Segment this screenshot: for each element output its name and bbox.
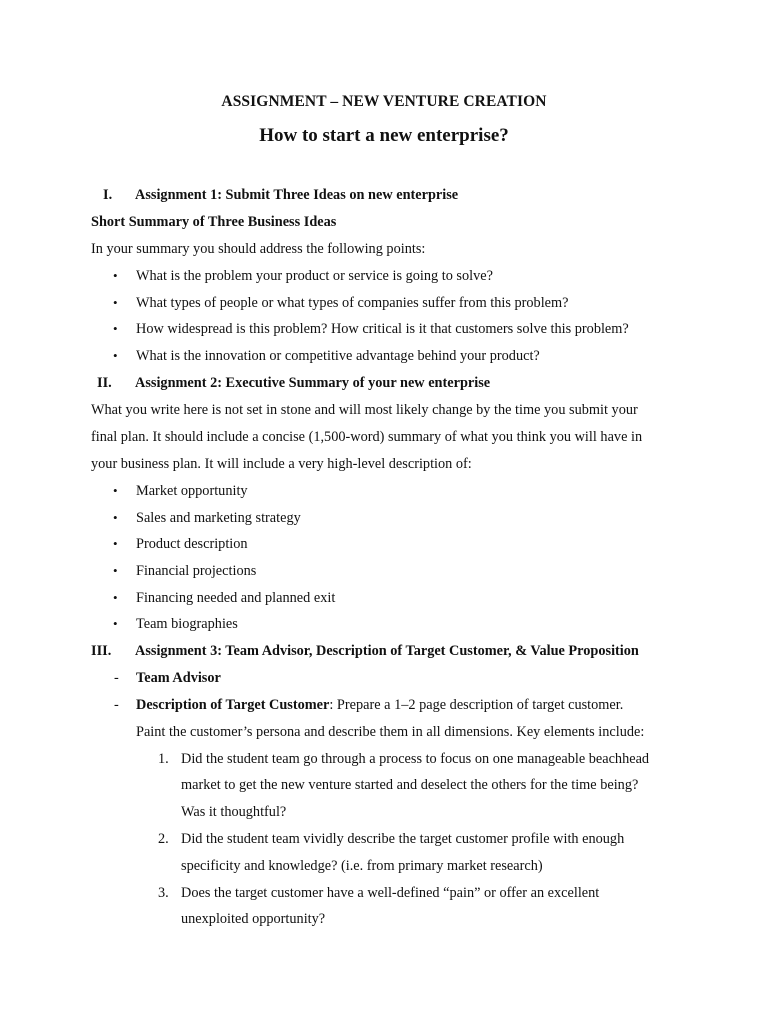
section-2-numeral: II.	[97, 375, 112, 391]
numbered-item-line: specificity and knowledge? (i.e. from primary market research)	[181, 858, 543, 874]
list-item: Product description	[136, 536, 248, 552]
bullet-marker: •	[113, 483, 118, 498]
list-item: What types of people or what types of companies suffer from this problem?	[136, 295, 569, 311]
bullet-marker: •	[113, 295, 118, 310]
list-item: Financial projections	[136, 563, 257, 579]
document-subtitle: How to start a new enterprise?	[259, 125, 509, 146]
bullet-marker: •	[113, 536, 118, 551]
section-3-numeral: III.	[91, 643, 112, 659]
target-customer-text-line: Paint the customer’s persona and describe them in all dimensions. Key elements include:	[136, 724, 645, 740]
section-2-heading: Assignment 2: Executive Summary of your new enterprise	[135, 375, 491, 391]
document-title: ASSIGNMENT – NEW VENTURE CREATION	[221, 93, 547, 110]
list-item: Sales and marketing strategy	[136, 510, 301, 526]
target-customer-text: : Prepare a 1–2 page description of target customer.	[329, 697, 624, 713]
list-item: What is the problem your product or service is going to solve?	[136, 268, 493, 284]
team-advisor-item: Team Advisor	[136, 670, 221, 686]
section-1-heading: Assignment 1: Submit Three Ideas on new enterprise	[135, 187, 459, 203]
section-2-paragraph-line: final plan. It should include a concise (1,500-word) summary of what you think you will have in	[91, 429, 643, 445]
list-item: Financing needed and planned exit	[136, 590, 336, 606]
numbered-item-line: market to get the new venture started and deselect the others for the time being?	[181, 777, 639, 793]
numbered-item-line: unexploited opportunity?	[181, 911, 326, 927]
dash-marker: -	[114, 697, 119, 713]
bullet-marker: •	[113, 321, 118, 336]
list-item: What is the innovation or competitive advantage behind your product?	[136, 348, 540, 364]
section-1-intro: In your summary you should address the following points:	[91, 241, 426, 257]
bullet-marker: •	[113, 616, 118, 631]
list-item: Team biographies	[136, 616, 238, 632]
dash-marker: -	[114, 670, 119, 686]
list-item: Market opportunity	[136, 483, 248, 499]
numbered-item-line: Does the target customer have a well-defined “pain” or offer an excellent	[181, 885, 600, 901]
section-1-numeral: I.	[103, 187, 113, 203]
numbered-marker: 1.	[158, 751, 169, 767]
list-item: How widespread is this problem? How critical is it that customers solve this problem?	[136, 321, 629, 337]
numbered-item-line: Was it thoughtful?	[181, 804, 287, 820]
numbered-item-line: Did the student team go through a process to focus on one manageable beachhead	[181, 751, 650, 767]
target-customer-label: Description of Target Customer	[136, 697, 330, 713]
section-2-paragraph-line: your business plan. It will include a very high-level description of:	[91, 456, 472, 472]
section-2-paragraph-line: What you write here is not set in stone and will most likely change by the time you submit your	[91, 402, 638, 418]
numbered-marker: 3.	[158, 885, 169, 901]
numbered-marker: 2.	[158, 831, 169, 847]
numbered-item-line: Did the student team vividly describe the target customer profile with enough	[181, 831, 625, 847]
bullet-marker: •	[113, 348, 118, 363]
bullet-marker: •	[113, 510, 118, 525]
section-1-subheading: Short Summary of Three Business Ideas	[91, 214, 337, 230]
bullet-marker: •	[113, 268, 118, 283]
target-customer-item	[136, 696, 623, 714]
section-3-heading: Assignment 3: Team Advisor, Description of Target Customer, & Value Proposition	[135, 643, 639, 659]
bullet-marker: •	[113, 563, 118, 578]
bullet-marker: •	[113, 590, 118, 605]
